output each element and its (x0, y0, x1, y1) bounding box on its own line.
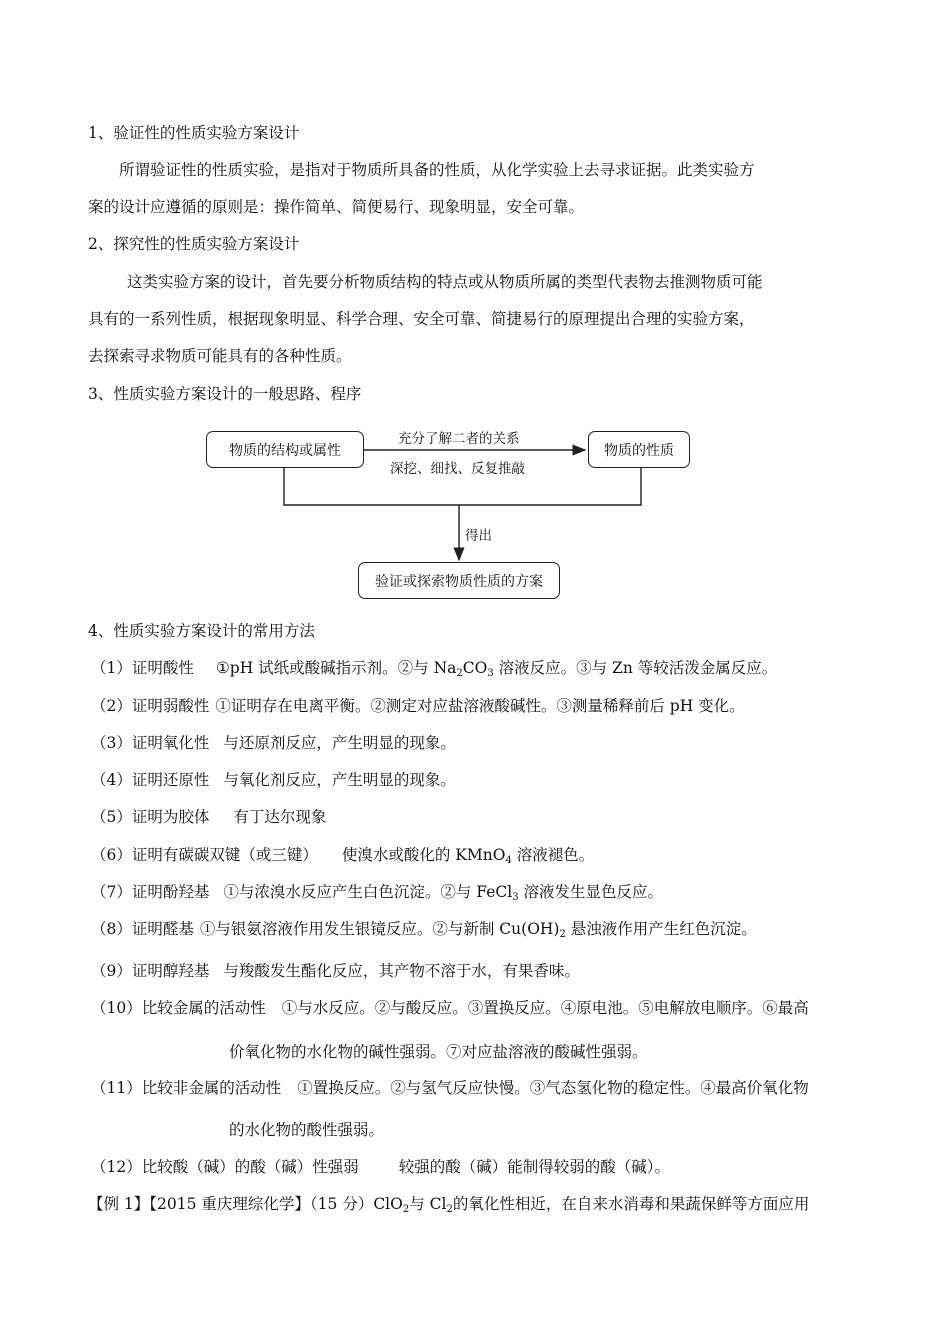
method-item-7 (91, 882, 663, 908)
example-1-sub-a: 2 (402, 1204, 410, 1215)
method-item-7-text-b: 溶液发生显色反应。 (518, 883, 664, 901)
method-item-1 (91, 658, 777, 684)
section-1-heading: 1、验证性的性质实验方案设计 (88, 124, 300, 142)
section-2-heading: 2、探究性的性质实验方案设计 (88, 235, 300, 253)
method-item-10 (91, 998, 809, 1018)
method-item-6-sub: 4 (505, 855, 512, 866)
arrow-bottom-label: 深挖、细找、反复推敲 (390, 461, 525, 477)
method-item-8-text-a: ①与银氨溶液作用发生银镜反应。②与新制 Cu(OH) (199, 920, 560, 938)
method-item-12 (91, 1157, 670, 1177)
method-item-4-text: 与氧化剂反应，产生明显的现象。 (223, 771, 456, 789)
section-2-paragraph-line-3: 去探索寻求物质可能具有的各种性质。 (88, 347, 352, 365)
example-1-tag: 【例 1】【2015 重庆理综化学】（15 分）ClO (88, 1195, 403, 1213)
flow-box-scheme: 验证或探索物质性质的方案 (358, 562, 560, 599)
flow-box-property: 物质的性质 (588, 431, 690, 468)
method-item-5-label: （5）证明为胶体 (91, 808, 210, 826)
method-item-6-text-a: 使溴水或酸化的 KMnO (341, 846, 506, 864)
method-item-7-sub: 3 (512, 892, 519, 903)
method-item-11-label: （11）比较非金属的活动性 (91, 1079, 282, 1097)
section-2-paragraph-line-1: 这类实验方案的设计，首先要分析物质结构的特点或从物质所属的类型代表物去推测物质可能 (127, 273, 763, 291)
example-1 (88, 1194, 809, 1220)
method-item-5 (91, 807, 326, 827)
method-item-7-text-a: ①与浓溴水反应产生白色沉淀。②与 FeCl (223, 883, 513, 901)
method-item-8-sub: 2 (559, 929, 566, 940)
method-item-1-text-b: CO (462, 659, 488, 677)
section-3-heading: 3、性质实验方案设计的一般思路、程序 (88, 385, 362, 403)
method-item-2-text: ①证明存在电离平衡。②测定对应盐溶液酸碱性。③测量稀释前后 pH 变化。 (215, 697, 745, 715)
method-item-7-label: （7）证明酚羟基 (91, 883, 210, 901)
method-item-1-sub-a: 2 (456, 668, 463, 679)
flow-box-structure: 物质的结构或属性 (206, 431, 364, 468)
method-item-1-sub-b: 3 (487, 668, 494, 679)
method-item-3-label: （3）证明氧化性 (91, 734, 210, 752)
method-item-3-text: 与还原剂反应，产生明显的现象。 (223, 734, 456, 752)
section-4-heading: 4、性质实验方案设计的常用方法 (88, 622, 315, 640)
method-item-6-label: （6）证明有碳碳双键（或三键） (91, 846, 318, 864)
method-item-6 (91, 845, 594, 871)
method-item-11-continued: 的水化物的酸性强弱。 (229, 1121, 385, 1139)
method-item-10-label: （10）比较金属的活动性 (91, 999, 266, 1017)
method-item-11 (91, 1078, 809, 1098)
method-item-9 (91, 961, 580, 981)
method-item-12-text: 较强的酸（碱）能制得较弱的酸（碱）。 (398, 1158, 670, 1176)
method-item-10-continued: 价氧化物的水化物的碱性强弱。⑦对应盐溶液的酸碱性强弱。 (229, 1043, 648, 1061)
method-item-10-text: ①与水反应。②与酸反应。③置换反应。④原电池。⑤电解放电顺序。⑥最高 (281, 999, 809, 1017)
method-item-6-text-b: 溶液褪色。 (511, 846, 595, 864)
method-item-12-label: （12）比较酸（碱）的酸（碱）性强弱 (91, 1158, 359, 1176)
method-item-8-text-b: 悬浊液作用产生红色沉淀。 (565, 920, 757, 938)
method-item-5-text: 有丁达尔现象 (233, 808, 327, 826)
method-item-1-label: （1）证明酸性 (91, 659, 194, 677)
section-1-paragraph-line-2: 案的设计应遵循的原则是：操作简单、简便易行、现象明显，安全可靠。 (88, 198, 585, 216)
method-item-4 (91, 770, 456, 790)
method-item-9-label: （9）证明醇羟基 (91, 962, 210, 980)
example-1-sub-b: 2 (446, 1204, 453, 1215)
method-item-4-label: （4）证明还原性 (91, 771, 210, 789)
method-item-9-text: 与羧酸发生酯化反应，其产物不溶于水，有果香味。 (223, 962, 580, 980)
arrow-top-label: 充分了解二者的关系 (398, 431, 520, 447)
method-item-3 (91, 733, 456, 753)
example-1-mid: 与 Cl (409, 1195, 447, 1213)
method-item-1-text-a: ①pH 试纸或酸碱指示剂。②与 Na (215, 659, 457, 677)
section-2-paragraph-line-2: 具有的一系列性质，根据现象明显、科学合理、安全可靠、简捷易行的原理提出合理的实验方案， (88, 310, 755, 328)
method-item-1-text-c: 溶液反应。③与 Zn 等较活泼金属反应。 (493, 659, 778, 677)
method-item-8 (91, 919, 757, 945)
down-arrow-label: 得出 (465, 528, 492, 544)
method-item-8-label: （8）证明醛基 (91, 920, 194, 938)
example-1-rest: 的氧化性相近，在自来水消毒和果蔬保鲜等方面应用 (452, 1195, 810, 1213)
method-item-2-label: （2）证明弱酸性 (91, 697, 210, 715)
method-item-2 (91, 696, 745, 716)
section-1-paragraph-line-1: 所谓验证性的性质实验，是指对于物质所具备的性质，从化学实验上去寻求证据。此类实验方 (119, 161, 755, 179)
method-item-11-text: ①置换反应。②与氢气反应快慢。③气态氢化物的稳定性。④最高价氧化物 (297, 1079, 809, 1097)
